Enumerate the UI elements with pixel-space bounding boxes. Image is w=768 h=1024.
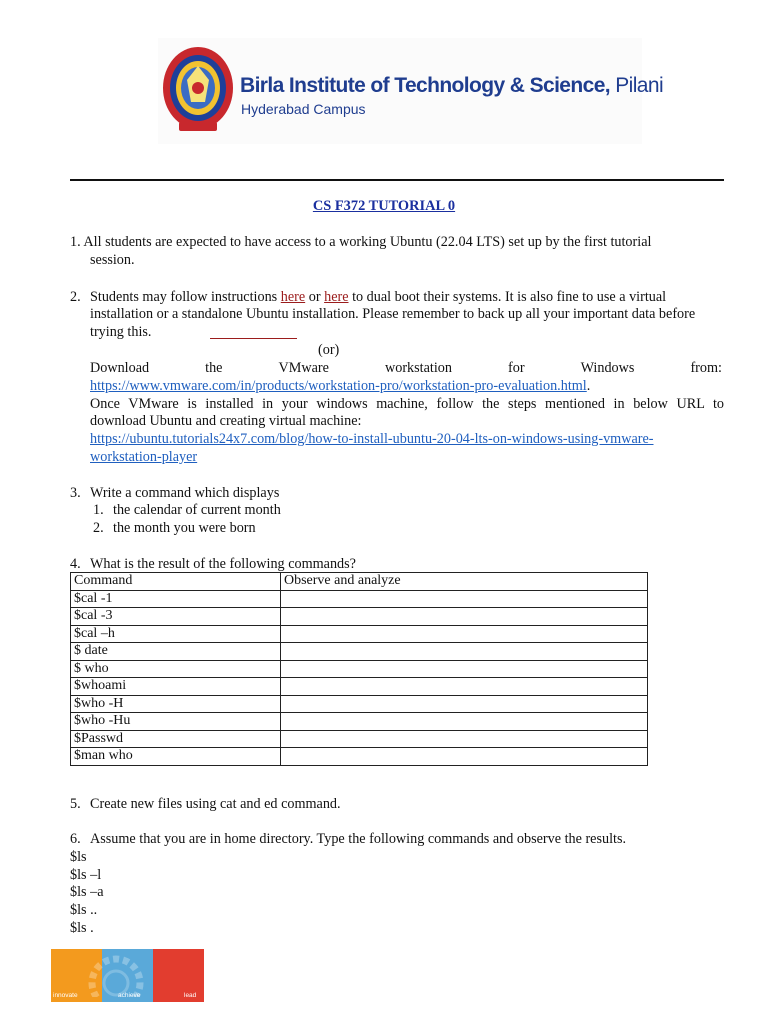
innovate-label: innovate xyxy=(53,992,78,999)
q5-text: Create new files using cat and ed command. xyxy=(90,796,341,812)
table-row xyxy=(71,713,648,731)
q3-sub1-text: the calendar of current month xyxy=(113,502,281,518)
word: VMware xyxy=(278,360,329,376)
table-row xyxy=(71,748,648,766)
here-link-2[interactable]: here xyxy=(324,289,349,305)
word: Windows xyxy=(580,360,635,376)
table-row xyxy=(71,730,648,748)
observe-cell xyxy=(281,678,648,696)
q2-once-line2: download Ubuntu and creating virtual machine: xyxy=(90,413,362,429)
command-cell: $who -H xyxy=(71,695,281,713)
lead-label: lead xyxy=(184,992,197,999)
q3-text: Write a command which displays xyxy=(90,485,280,501)
ubuntu-url-line1 xyxy=(90,431,654,449)
ls-command: $ls . xyxy=(70,920,94,936)
q2-line3: trying this. xyxy=(90,324,152,340)
table-row xyxy=(71,590,648,608)
ubuntu-tutorial-link-cont[interactable]: workstation-player xyxy=(90,449,198,465)
command-cell: $cal -3 xyxy=(71,608,281,626)
footer-banner xyxy=(51,949,204,1002)
ls-command: $ls –l xyxy=(70,867,102,883)
word: workstation xyxy=(384,360,452,376)
observe-cell xyxy=(281,608,648,626)
table-row xyxy=(71,608,648,626)
ls-command: $ls –a xyxy=(70,884,104,900)
command-cell: $man who xyxy=(71,748,281,766)
commands-table xyxy=(70,572,648,766)
table-row xyxy=(71,695,648,713)
q4-num: 4. xyxy=(70,556,81,572)
q2-once-line1: Once VMware is installed in your windows machine, follow the steps mentioned in below URL to xyxy=(90,396,724,412)
word: the xyxy=(205,360,223,376)
table-row xyxy=(71,643,648,661)
q3-num: 3. xyxy=(70,485,81,501)
command-cell: $whoami xyxy=(71,678,281,696)
campus-name: Hyderabad Campus xyxy=(241,101,366,117)
table-row xyxy=(71,678,648,696)
q5-num: 5. xyxy=(70,796,81,812)
q3-sub1-num: 1. xyxy=(93,502,104,518)
vmware-url-line: https://www.vmware.com/in/products/workstation-pro/workstation-pro-evaluation.html. xyxy=(90,378,591,394)
q6-num: 6. xyxy=(70,831,81,847)
command-cell: $who -Hu xyxy=(71,713,281,731)
q1-line2: session. xyxy=(90,252,135,268)
q3-sub2-text: the month you were born xyxy=(113,520,256,536)
ubuntu-tutorial-link[interactable]: https://ubuntu.tutorials24x7.com/blog/how-to-install-ubuntu-20-04-lts-on-windows-using-vmware- xyxy=(90,431,654,447)
command-cell: $ who xyxy=(71,660,281,678)
col-header-command: Command xyxy=(71,573,281,591)
page-title: CS F372 TUTORIAL 0 xyxy=(312,198,456,214)
observe-cell xyxy=(281,748,648,766)
word: from: xyxy=(690,360,722,376)
command-cell: $Passwd xyxy=(71,730,281,748)
institute-name: Birla Institute of Technology & Science, Pilani xyxy=(240,74,664,97)
q3-sub2-num: 2. xyxy=(93,520,104,536)
table-row xyxy=(71,625,648,643)
ubuntu-url-line2 xyxy=(90,449,197,467)
command-cell: $cal -1 xyxy=(71,590,281,608)
bits-seal-icon xyxy=(161,44,235,138)
command-cell: $ date xyxy=(71,643,281,661)
gear-icon xyxy=(71,953,161,997)
table-row xyxy=(71,660,648,678)
q2-line1: Students may follow instructions here or here to dual boot their systems. It is also fine to use a virtual xyxy=(90,289,667,305)
q4-text: What is the result of the following commands? xyxy=(90,556,356,572)
command-cell: $cal –h xyxy=(71,625,281,643)
q2-num: 2. xyxy=(70,289,81,305)
achieve-label: achieve xyxy=(118,992,141,999)
link-underline-stub xyxy=(210,338,297,339)
q2-line2: installation or a standalone Ubuntu installation. Please remember to back up all your important data before xyxy=(90,306,696,322)
ls-command: $ls xyxy=(70,849,87,865)
or-label: (or) xyxy=(318,342,340,358)
observe-cell xyxy=(281,590,648,608)
word: Download xyxy=(90,360,150,376)
observe-cell xyxy=(281,695,648,713)
q6-text: Assume that you are in home directory. Type the following commands and observe the results. xyxy=(90,831,627,847)
download-line xyxy=(90,360,722,378)
observe-cell xyxy=(281,730,648,748)
col-header-observe: Observe and analyze xyxy=(281,573,648,591)
observe-cell xyxy=(281,713,648,731)
here-link-1[interactable]: here xyxy=(280,289,306,305)
word: for xyxy=(508,360,525,376)
ls-command: $ls .. xyxy=(70,902,98,918)
q1-line1: 1. All students are expected to have access to a working Ubuntu (22.04 LTS) set up by the first tutorial xyxy=(70,234,652,250)
observe-cell xyxy=(281,625,648,643)
vmware-download-link[interactable]: https://www.vmware.com/in/products/workstation-pro/workstation-pro-evaluation.html xyxy=(90,378,587,394)
observe-cell xyxy=(281,660,648,678)
observe-cell xyxy=(281,643,648,661)
table-header-row xyxy=(71,573,648,591)
header-rule xyxy=(70,179,724,181)
